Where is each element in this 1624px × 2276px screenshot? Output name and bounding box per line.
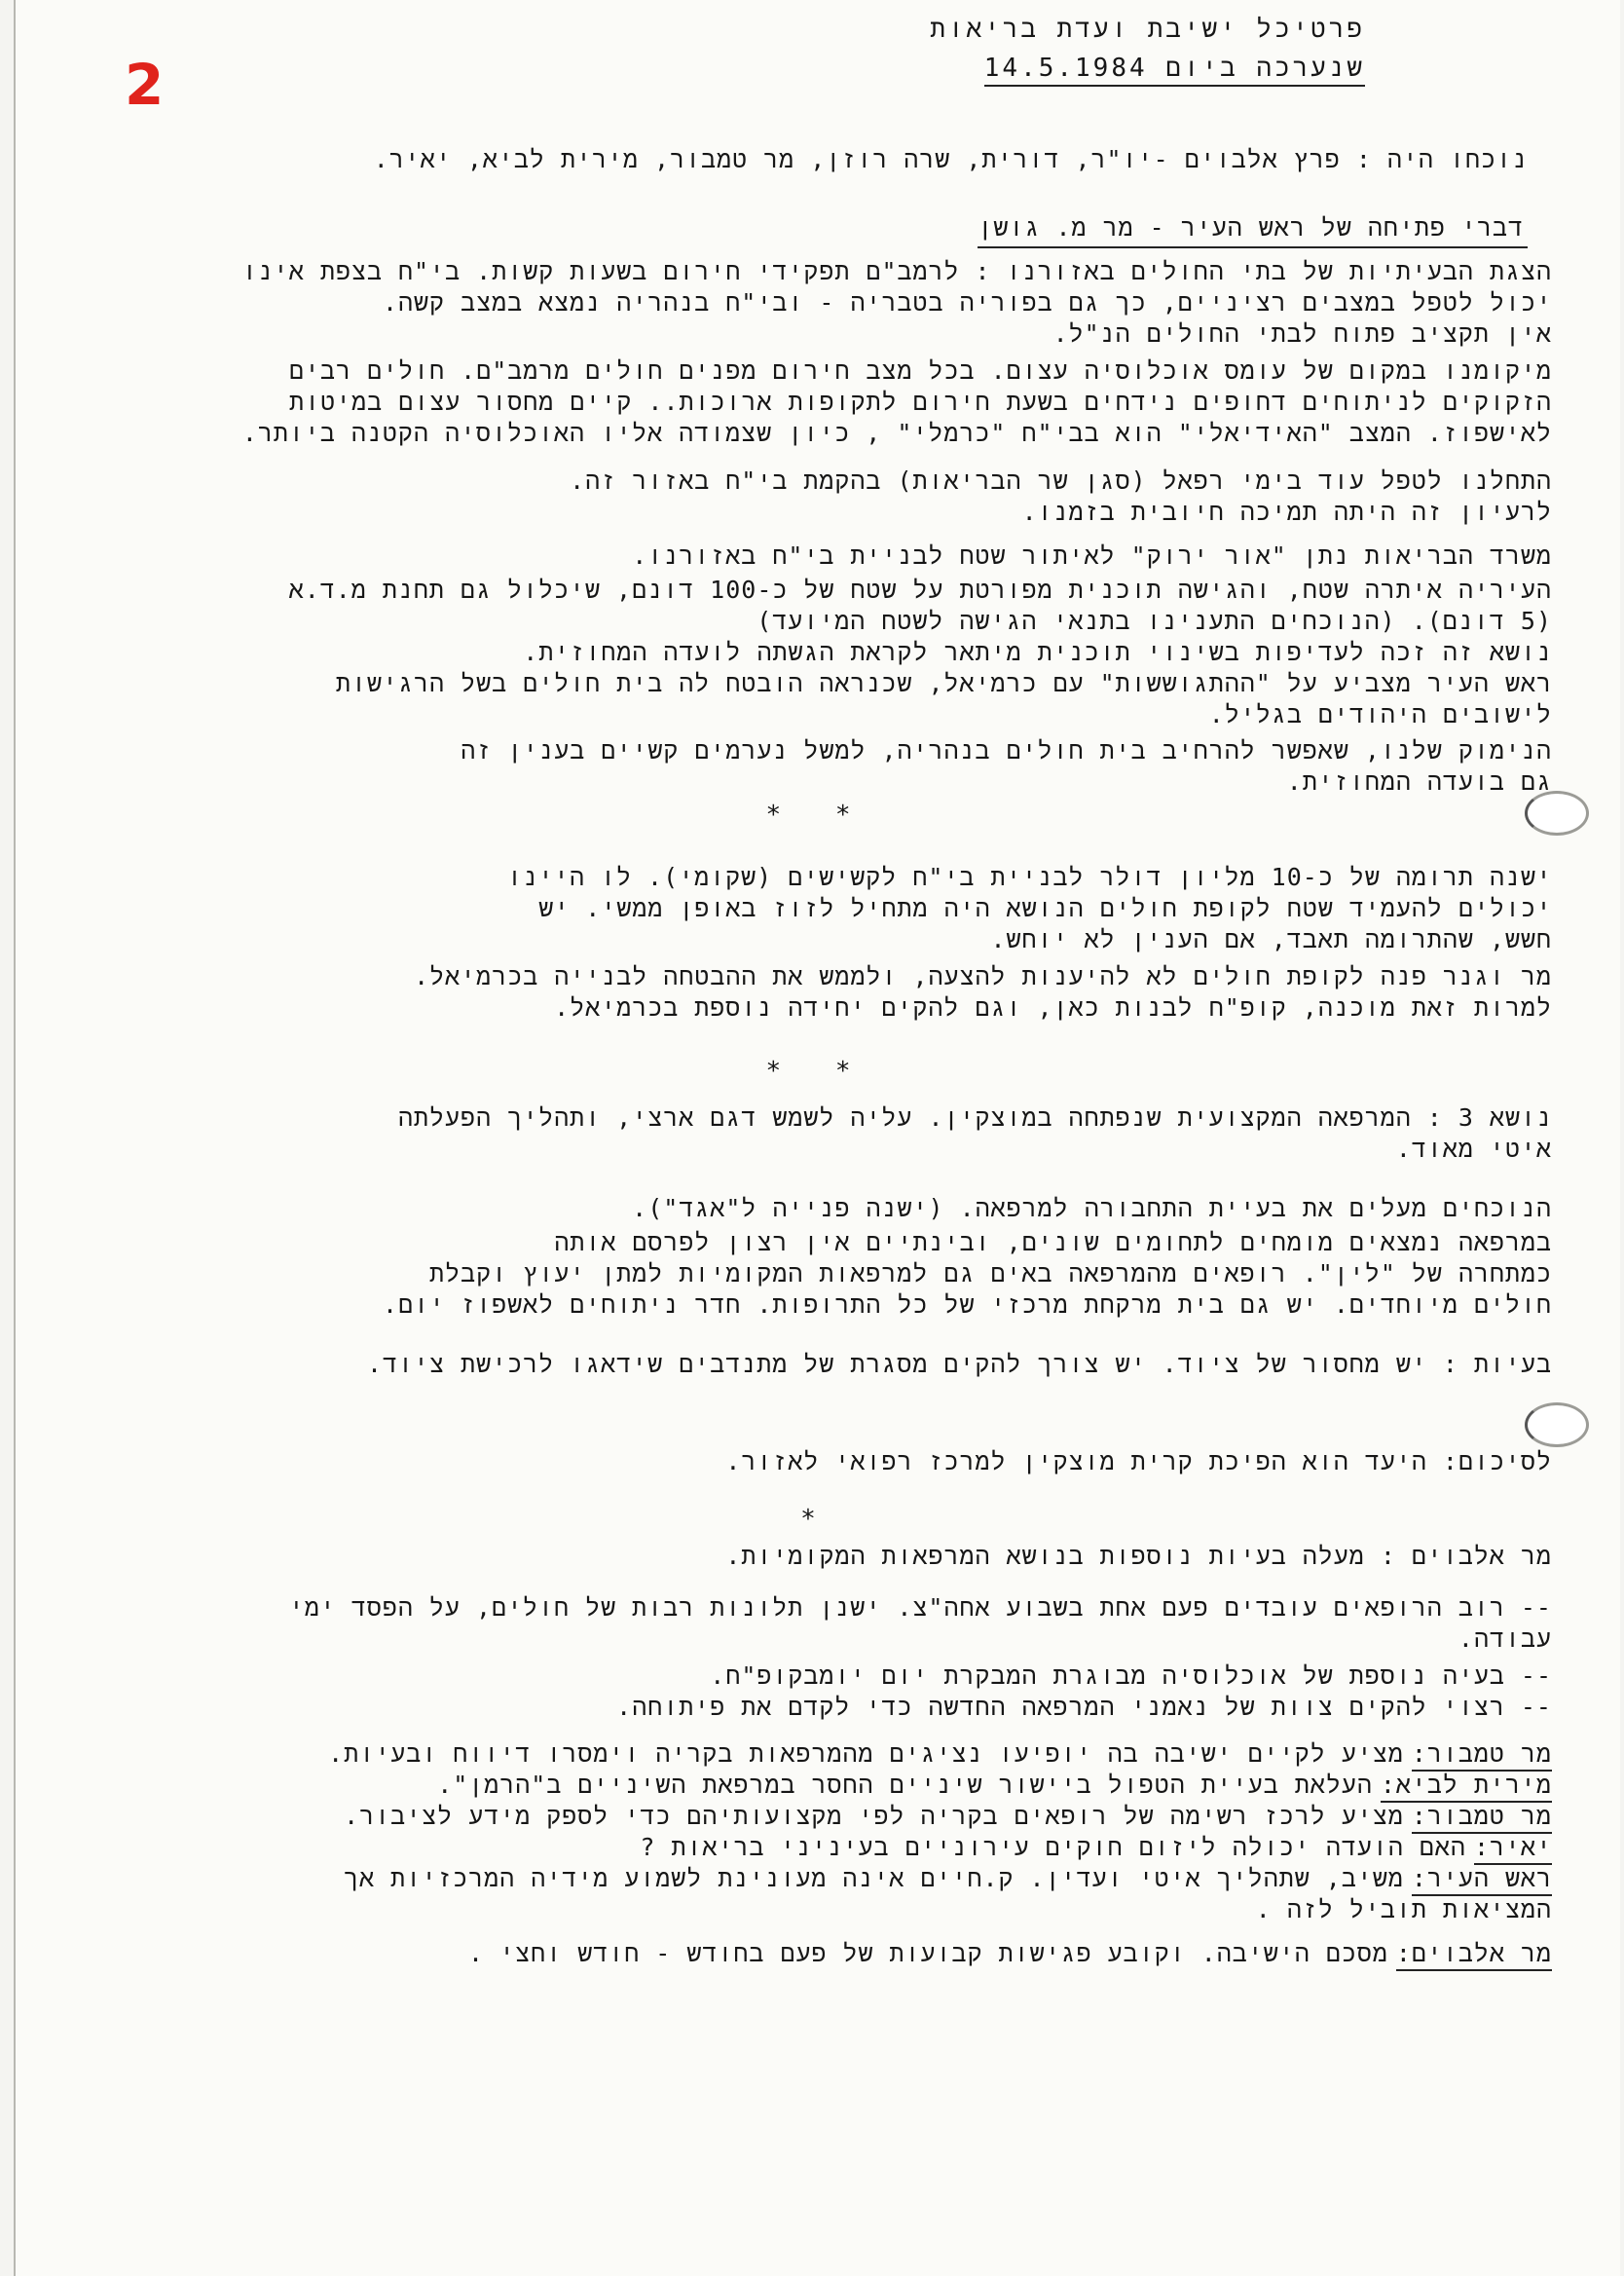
header-subtitle: שנערכה ביום 14.5.1984 [984,54,1365,87]
section1-title: דברי פתיחה של ראש העיר - מר מ. גושן [978,212,1528,248]
paragraph-line: הזקוקים לניתוחים דחופים נידחים בשעת חירום לתקופות ארוכות.. קיים מחסור עצום במיטות [289,388,1552,416]
speaker-text: משיב, שתהליך איטי ועדין. ק.חיים אינה מעונינת לשמוע מידיה המרכזיות אך [344,1864,1404,1892]
speaker-name: מירית לביא: [1381,1770,1552,1803]
document-header [859,10,1365,88]
paragraph-line: לאישפוז. המצב "האידיאלי" הוא בבי"ח "כרמלי" , כיון שצמודה אליו האוכלוסיה הקטנה ביותר. [241,419,1552,447]
paragraph-line: העיריה איתרה שטח, והגישה תוכנית מפורטת על שטח של כ-100 דונם, שיכלול גם תחנת מ.ד.א [288,576,1552,604]
paragraph-line: התחלנו לטפל עוד בימי רפאל (סגן שר הבריאות) בהקמת בי"ח באזור זה. [570,466,1552,495]
paragraph-line: ראש העיר מצביע על "ההתגוששות" עם כרמיאל, שכנראה הובטח לה בית חולים בשל הרגישות [336,669,1552,697]
paragraph-line: חולים מיוחדים. יש גם בית מרקחת מרכזי של כל התרופות. חדר ניתוחים לאשפוז יום. [383,1290,1552,1319]
separator-stars: * * [765,801,870,830]
binder-hole-icon [1525,1402,1589,1447]
speaker-name: יאיר: [1474,1832,1552,1865]
paragraph-line: הנוכחים מעלים את בעיית התחבורה למרפאה. (ישנה פנייה ל"אגד"). [632,1194,1552,1222]
attendance-line: נוכחו היה : פרץ אלבוים -יו"ר, דורית, שרה רוזן, מר טמבור, מירית לביא, יאיר. [373,145,1528,173]
paragraph-line: נושא זה זכה לעדיפות בשינוי תוכנית מיתאר לקראת הגשתה לועדה המחוזית. [523,638,1552,666]
paragraph-line: כמתחרה של "לין". רופאים מהמרפאה באים גם למרפאות המקומיות למתן יעוץ וקבלת [429,1259,1552,1287]
paragraph-line: הנימוק שלנו, שאפשר להרחיב בית חולים בנהריה, למשל נערמים קשיים בענין זה [461,736,1552,765]
paragraph-line: -- רצוי להקים צוות של נאמני המרפאה החדשה כדי לקדם את פיתוחה. [616,1693,1552,1721]
problems-line: בעיות : יש מחסור של ציוד. יש צורך להקים מסגרת של מתנדבים שידאגו לרכישת ציוד. [366,1350,1552,1378]
paragraph-line: הצגת הבעיתיות של בתי החולים באזורנו : לרמב"ם תפקידי חירום בשעות קשות. בי"ח בצפת אינו [241,257,1552,285]
binder-hole-icon [1525,791,1589,836]
paragraph-line: מר וגנר פנה לקופת חולים לא להיענות להצעה, ולממש את ההבטחה לבנייה בכרמיאל. [414,962,1552,990]
separator-stars: * * [765,1057,870,1086]
paragraph-line: נושא 3 : המרפאה המקצועית שנפתחה במוצקין. עליה לשמש דגם ארצי, ותהליך הפעלתה [398,1103,1552,1132]
separator-stars: * [800,1505,835,1534]
paragraph-line: ישנה תרומה של כ-10 מליון דולר לבניית בי"ח לקשישים (שקומי). לו היינו [506,863,1552,891]
speaker-name: מר טמבור: [1412,1801,1552,1834]
speaker-text: המציאות תוביל לזה . [1255,1895,1552,1923]
paragraph-line: במרפאה נמצאים מומחים לתחומים שונים, ובינתיים אין רצון לפרסם אותה [554,1228,1552,1256]
paragraph-line: (5 דונם). (הנוכחים התענינו בתנאי הגישה לשטח המיועד) [757,607,1552,635]
paragraph-line: למרות זאת מוכנה, קופ"ח לבנות כאן, וגם להקים יחידה נוספת בכרמיאל. [554,993,1552,1022]
paragraph-line: מר אלבוים : מעלה בעיות נוספות בנושא המרפאות המקומיות. [725,1542,1552,1570]
paragraph-line: יכולים להעמיד שטח לקופת חולים הנושא היה מתחיל לזוז באופן ממשי. יש [538,894,1552,922]
speaker-name: ראש העיר: [1412,1863,1552,1896]
document-page [14,0,1620,2276]
speaker-text: העלאת בעיית הטפול ביישור שיניים החסר במרפאת השיניים ב"הרמן". [437,1771,1373,1799]
paragraph-line: מיקומנו במקום של עומס אוכלוסיה עצום. בכל מצב חירום מפנים חולים מרמב"ם. חולים רבים [289,356,1552,385]
paragraph-line: לרעיון זה היתה תמיכה חיובית בזמנו. [1021,498,1552,526]
summary-line: לסיכום: היעד הוא הפיכת קרית מוצקין למרכז רפואי לאזור. [725,1447,1552,1475]
paragraph-line: אין תקציב פתוח לבתי החולים הנ"ל. [1052,319,1552,348]
speaker-text: האם הועדה יכולה ליזום חוקים עירוניים בעיניני בריאות ? [640,1833,1466,1861]
speaker-text: מציע לרכז רשימה של רופאים בקריה לפי מקצועותיהם כדי לספק מידע לציבור. [344,1802,1404,1830]
speaker-name: מר אלבוים: [1396,1938,1552,1971]
paragraph-line: עבודה. [1458,1624,1552,1653]
paragraph-line: משרד הבריאות נתן "אור ירוק" לאיתור שטח לבניית בי"ח באזורנו. [632,541,1552,570]
paragraph-line: -- רוב הרופאים עובדים פעם אחת בשבוע אחה"צ. ישנן תלונות רבות של חולים, על הפסד ימי [288,1593,1552,1622]
speaker-name: מר טמבור: [1412,1738,1552,1772]
speaker-text: מסכם הישיבה. וקובע פגישות קבועות של פעם בחודש - חודש וחצי . [468,1939,1388,1967]
paragraph-line: גם בועדה המחוזית. [1286,767,1552,796]
speaker-text: מציע לקיים ישיבה בה יופיעו נציגים מהמרפאות בקריה וימסרו דיווח ובעיות. [328,1739,1404,1768]
paragraph-line: יכול לטפל במצבים רציניים, כך גם בפוריה בטבריה - ובי"ח בנהריה נמצא במצב קשה. [382,288,1552,317]
paragraph-line: איטי מאוד. [1395,1135,1552,1163]
underlined-phrase [1294,492,1547,523]
paragraph-line: חשש, שהתרומה תאבד, אם הענין לא יוחש. [990,925,1552,953]
paragraph-line: -- בעיה נוספת של אוכלוסיה מבוגרת המבקרת יום יומבקופ"ח. [710,1661,1552,1690]
header-title: פרטיכל ישיבת ועדת בריאות [930,15,1365,44]
paragraph-line: לישובים היהודים בגליל. [1208,700,1552,728]
page-number: 2 [125,52,165,118]
